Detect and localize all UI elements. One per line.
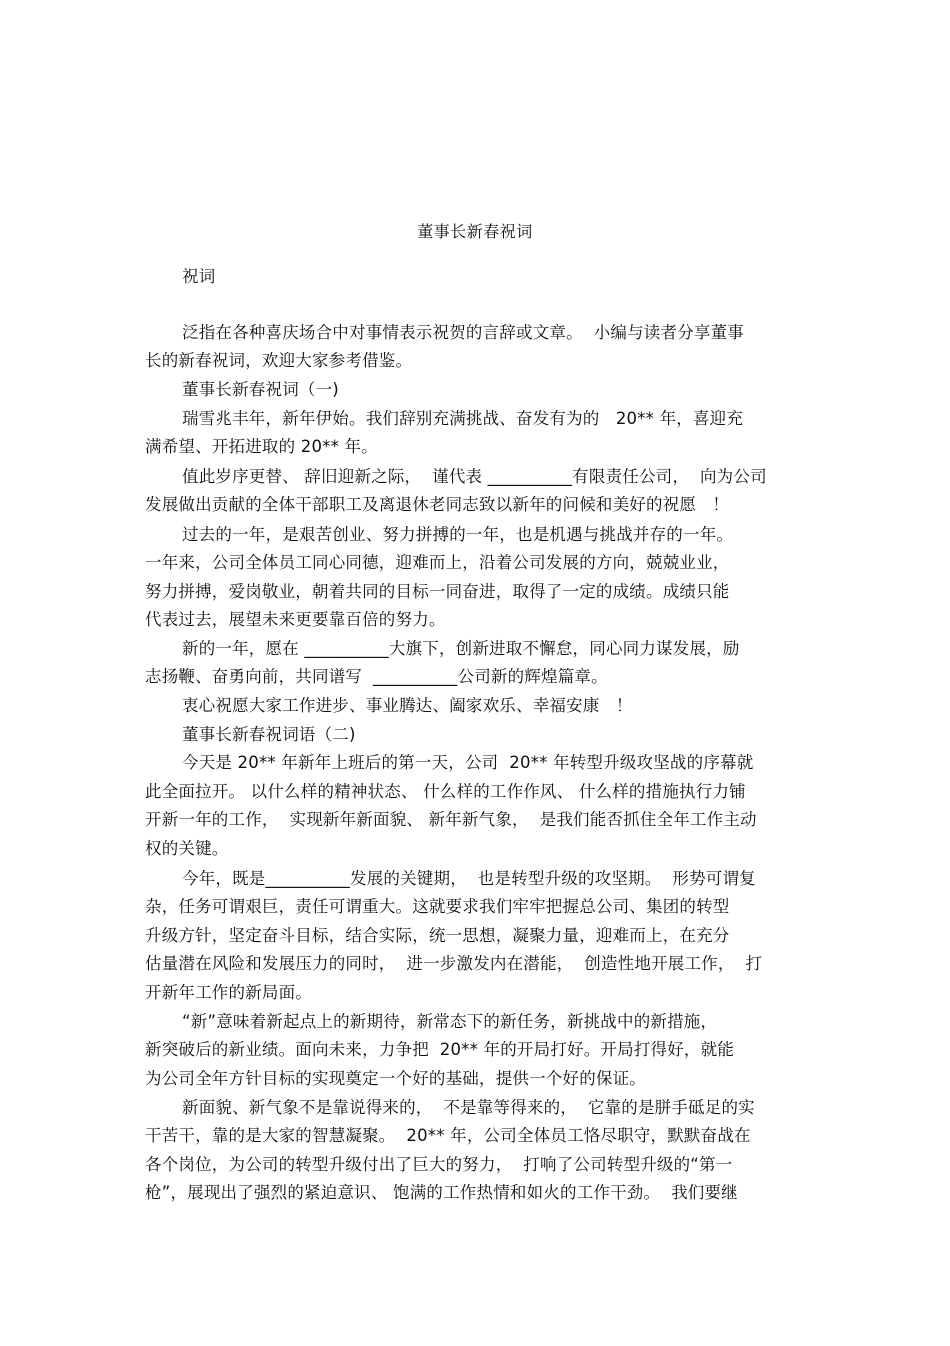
paragraph-line: 今天是 20** 年新年上班后的第一天，公司 20** 年转型升级攻坚战的序幕就 — [182, 753, 754, 772]
paragraph-line: 各个岗位，为公司的转型升级付出了巨大的努力， 打响了公司转型升级的“第一 — [145, 1155, 733, 1174]
paragraph-line: 过去的一年，是艰苦创业、努力拼搏的一年，也是机遇与挑战并存的一年。 — [182, 525, 734, 544]
paragraph-line: 为公司全年方针目标的实现奠定一个好的基础，提供一个好的保证。 — [145, 1069, 646, 1088]
paragraph-line: 新的一年，愿在 __________大旗下，创新进取不懈怠，同心同力谋发展，励 — [182, 639, 740, 658]
paragraph-line: 升级方针，坚定奋斗目标，结合实际，统一思想，凝聚力量，迎难而上，在充分 — [145, 926, 730, 945]
paragraph-line: 权的关键。 — [145, 839, 229, 858]
paragraph-line: 发展做出贡献的全体干部职工及离退休老同志致以新年的问候和美好的祝愿 ！ — [145, 495, 730, 514]
paragraph-line: 估量潜在风险和发展压力的同时， 进一步激发内在潜能， 创造性地开展工作， 打 — [145, 954, 763, 973]
paragraph-line: 一年来，公司全体员工同心同德，迎难而上，沿着公司发展的方向，兢兢业业， — [145, 553, 730, 572]
paragraph-line: 衷心祝愿大家工作进步、事业腾达、阖家欢乐、幸福安康 ！ — [182, 696, 633, 715]
paragraph-line: 瑞雪兆丰年，新年伊始。我们辞别充满挑战、奋发有为的 20** 年，喜迎充 — [182, 409, 744, 428]
paragraph-line: 开新一年的工作， 实现新年新面貌、 新年新气象， 是我们能否抓住全年工作主动 — [145, 810, 757, 829]
paragraph-line: 董事长新春祝词语（二) — [182, 725, 356, 744]
paragraph-line: 今年，既是__________发展的关键期， 也是转型升级的攻坚期。 形势可谓复 — [182, 869, 756, 888]
document-title: 董事长新春祝词 — [417, 222, 533, 241]
paragraph-line: 此全面拉开。 以什么样的精神状态、 什么样的工作作风、 什么样的措施执行力铺 — [145, 782, 746, 801]
paragraph-line: 干苦干，靠的是大家的智慧凝聚。 20** 年，公司全体员工恪尽职守，默默奋战在 — [145, 1126, 751, 1145]
paragraph-line: 泛指在各种喜庆场合中对事情表示祝贺的言辞或文章。 小编与读者分享董事 — [182, 323, 744, 342]
paragraph-line: 代表过去，展望未来更要靠百倍的努力。 — [145, 610, 446, 629]
section-heading: 祝词 — [182, 267, 216, 286]
paragraph-line: 开新年工作的新局面。 — [145, 983, 312, 1002]
paragraph-line: 志扬鞭、奋勇向前，共同谱写 __________公司新的辉煌篇章。 — [145, 667, 608, 686]
paragraph-line: 满希望、开拓进取的 20** 年。 — [145, 437, 378, 456]
paragraph-line: 长的新春祝词，欢迎大家参考借鉴。 — [145, 351, 413, 370]
paragraph-line: 值此岁序更替、 辞旧迎新之际， 谨代表 __________有限责任公司， 向为公司 — [182, 467, 767, 486]
paragraph-line: 枪”，展现出了强烈的紧迫意识、 饱满的工作热情和如火的工作干劲。 我们要继 — [145, 1183, 738, 1202]
paragraph-line: “新”意味着新起点上的新期待，新常态下的新任务，新挑战中的新措施， — [182, 1012, 718, 1031]
paragraph-line: 努力拼搏，爱岗敬业，朝着共同的目标一同奋进，取得了一定的成绩。成绩只能 — [145, 582, 730, 601]
paragraph-line: 新面貌、新气象不是靠说得来的， 不是靠等得来的， 它靠的是胼手砥足的实 — [182, 1098, 755, 1117]
paragraph-line: 杂，任务可谓艰巨，责任可谓重大。这就要求我们牢牢把握总公司、集团的转型 — [145, 897, 730, 916]
paragraph-line: 新突破后的新业绩。面向未来，力争把 20** 年的开局打好。开局打得好，就能 — [145, 1040, 735, 1059]
paragraph-line: 董事长新春祝词（一) — [182, 380, 339, 399]
